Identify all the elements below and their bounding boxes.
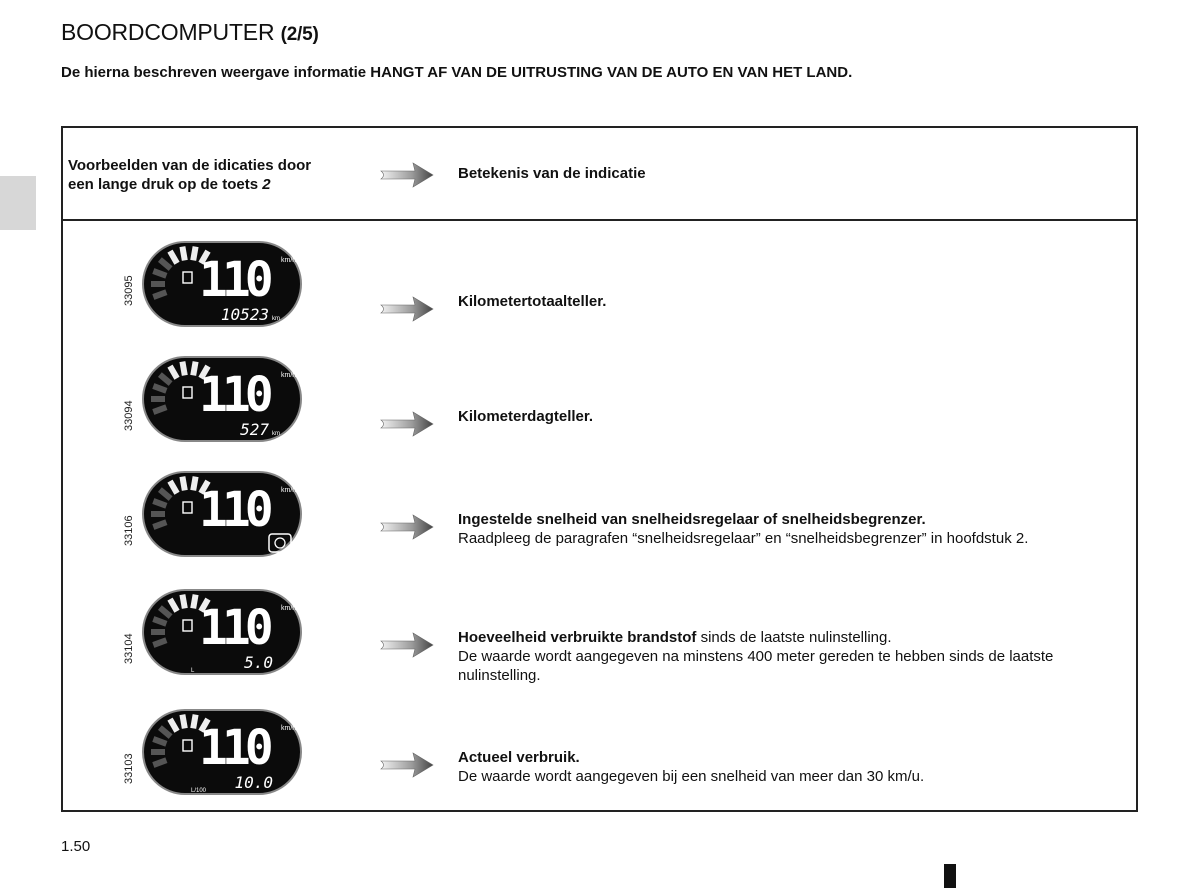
arrow-icon: [379, 294, 435, 324]
dashboard-display: [141, 588, 303, 676]
indication-description: [458, 748, 1138, 786]
display-speed-unit: km/h: [281, 725, 297, 732]
display-bottom-value: 5.0: [244, 653, 273, 672]
indication-detail: De waarde wordt aangegeven bij een snelheid van meer dan 30 km/u.: [458, 768, 925, 785]
chapter-side-tab: [0, 176, 36, 230]
indication-detail: De waarde wordt aangegeven na minstens 400 meter gereden te hebben sinds de laatste nulinstelling.: [458, 648, 1054, 684]
dashboard-display: [141, 240, 303, 328]
illustration-code: 33095: [123, 275, 135, 306]
display-left-label: L: [191, 668, 195, 674]
display-bottom-unit: km: [272, 431, 280, 437]
arrow-icon: [379, 409, 435, 439]
illustration-code: 33103: [123, 753, 135, 784]
indication-description: [458, 407, 1138, 426]
display-speed: 110: [199, 367, 268, 423]
indication-title: Kilometerdagteller.: [458, 408, 594, 425]
arrow-icon: [379, 630, 435, 660]
indication-title: Hoeveelheid verbruikte brandstof: [458, 629, 697, 646]
page-number: 1.50: [61, 838, 91, 855]
page-title-count: (2/5): [280, 24, 319, 45]
indication-title-rest: sinds de laatste nulinstelling.: [696, 629, 892, 646]
display-bottom-value: 527: [240, 420, 269, 439]
arrow-icon: [379, 512, 435, 542]
display-speed-unit: km/h: [281, 605, 297, 612]
display-bottom-unit: km: [272, 316, 280, 322]
table-row: [63, 574, 1136, 692]
display-speed: 110: [199, 720, 268, 776]
header-examples: Voorbeelden van de idicaties door een lange druk op de toets 2: [68, 157, 312, 193]
indication-title: Kilometertotaalteller.: [458, 293, 607, 310]
indication-description: [458, 628, 1138, 685]
table-header: [63, 128, 1136, 221]
indication-description: [458, 510, 1138, 548]
table-row: [63, 694, 1136, 812]
illustration-code: 33104: [123, 633, 135, 664]
edge-marker: [944, 864, 956, 888]
display-speed: 110: [199, 600, 268, 656]
page-title: BOORDCOMPUTER (2/5): [61, 19, 319, 45]
display-speed-unit: km/h: [281, 257, 297, 264]
indication-table: [61, 126, 1138, 812]
table-row: [63, 341, 1136, 459]
indication-title: Ingestelde snelheid van snelheidsregelaar of snelheidsbegrenzer.: [458, 511, 926, 528]
display-bottom-value: 10.0: [234, 773, 273, 792]
display-speed: 110: [199, 252, 268, 308]
display-speed-unit: km/h: [281, 487, 297, 494]
dashboard-display: [141, 708, 303, 796]
display-bottom-value: 10523: [220, 305, 269, 324]
indication-title: Actueel verbruik.: [458, 749, 580, 766]
arrow-icon: [379, 160, 435, 190]
key-number: 2: [262, 176, 271, 193]
indication-description: [458, 292, 1138, 311]
illustration-code: 33094: [123, 400, 135, 431]
illustration-code: 33106: [123, 515, 135, 546]
dashboard-display: [141, 355, 303, 443]
intro-text: De hierna beschreven weergave informatie HANGT AF VAN DE UITRUSTING VAN DE AUTO EN VAN HET LAND.: [61, 64, 853, 81]
dashboard-display: [141, 470, 303, 558]
indication-detail: Raadpleeg de paragrafen “snelheidsregelaar” en “snelheidsbegrenzer” in hoofdstuk 2.: [458, 530, 1029, 547]
header-meaning: Betekenis van de indicatie: [458, 165, 646, 182]
display-left-label: L/100: [191, 788, 207, 794]
arrow-icon: [379, 750, 435, 780]
table-row: [63, 226, 1136, 344]
table-row: [63, 456, 1136, 574]
display-speed: 110: [199, 482, 268, 538]
display-speed-unit: km/h: [281, 372, 297, 379]
